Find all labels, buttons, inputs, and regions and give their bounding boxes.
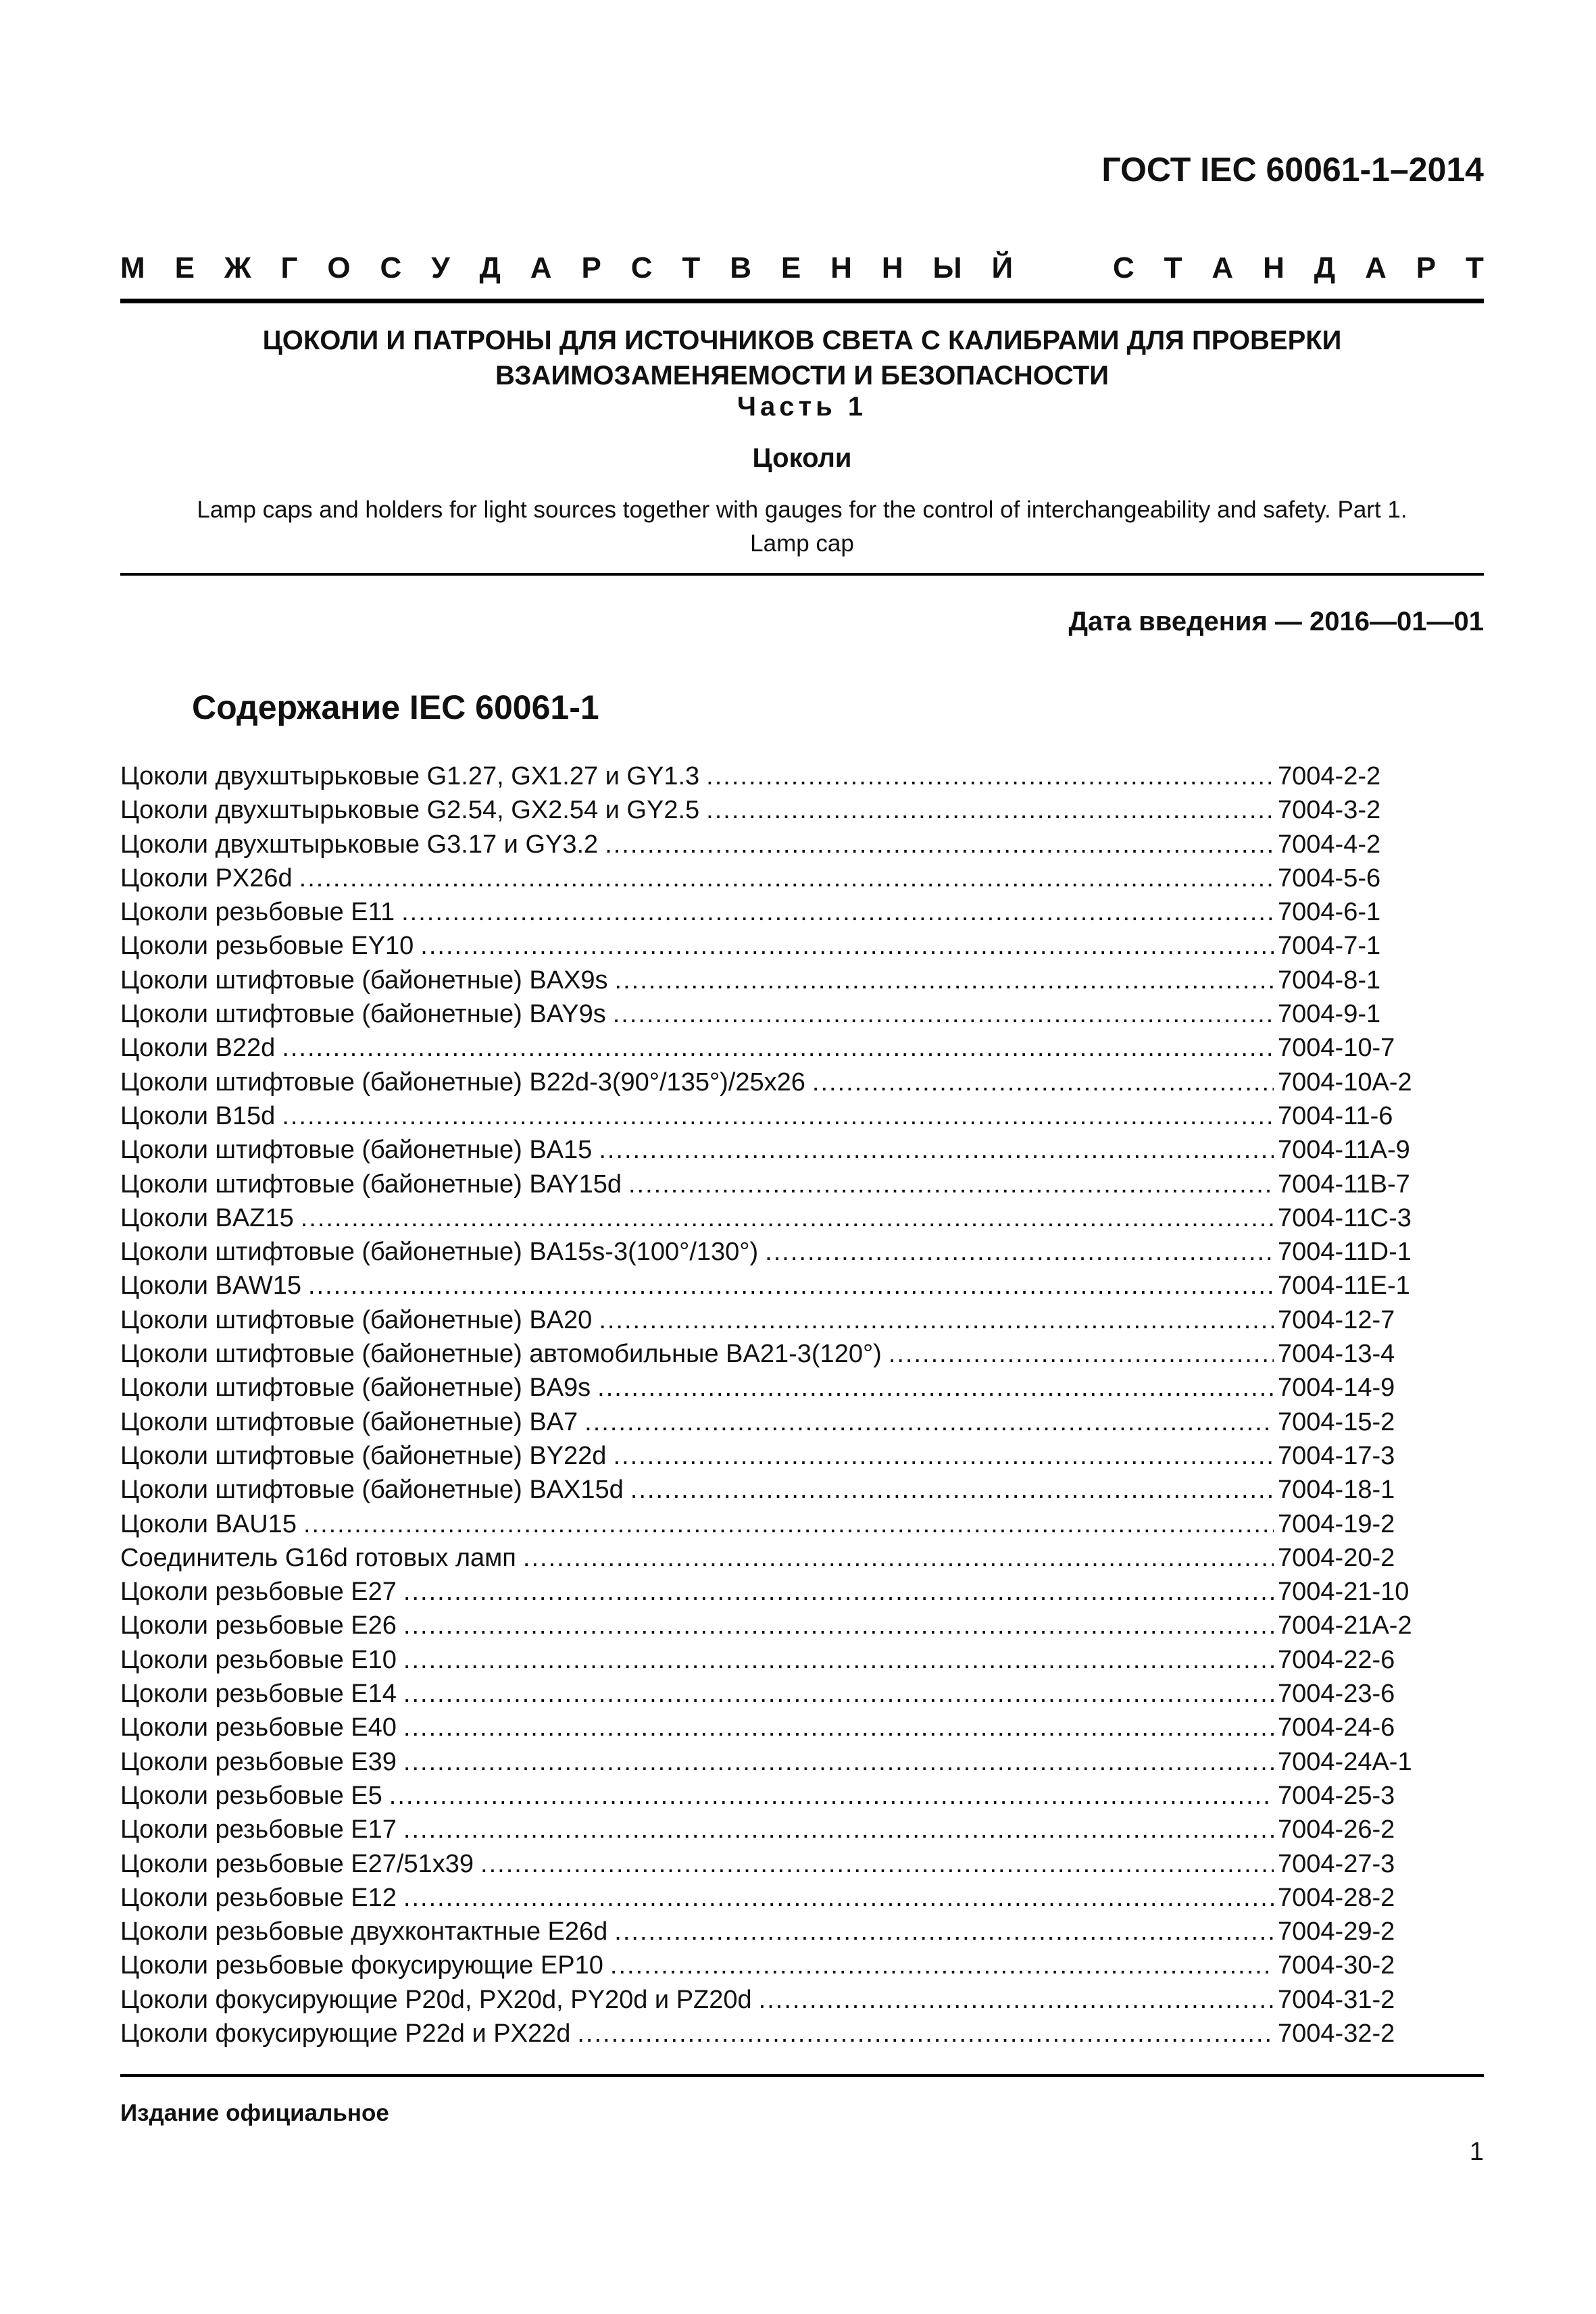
toc-entry[interactable] bbox=[120, 1847, 1430, 1881]
toc-entry-name: Цоколи резьбовые двухконтактные E26d bbox=[120, 1917, 608, 1946]
interstate-letter: А bbox=[1212, 251, 1234, 284]
toc-entry-name: Цоколи резьбовые E5 bbox=[120, 1781, 382, 1810]
toc-dot-leader bbox=[628, 1167, 1274, 1201]
toc-entry-code: 7004-11B-7 bbox=[1278, 1169, 1410, 1199]
toc-entry-code: 7004-17-3 bbox=[1278, 1441, 1395, 1470]
part-label: Часть 1 bbox=[737, 392, 868, 422]
toc-entry[interactable] bbox=[120, 1711, 1430, 1744]
interstate-letter: С bbox=[1112, 251, 1134, 284]
toc-entry-code: 7004-31-2 bbox=[1278, 1985, 1395, 2014]
toc-entry-name: Цоколи резьбовые E39 bbox=[120, 1747, 397, 1776]
toc-entry-code: 7004-26-2 bbox=[1278, 1815, 1395, 1844]
toc-entry[interactable] bbox=[120, 1881, 1430, 1915]
toc-entry-name: Цоколи двухштырьковые G2.54, GX2.54 и GY2.5 bbox=[120, 796, 700, 825]
toc-entry[interactable] bbox=[120, 793, 1430, 827]
toc-dot-leader bbox=[613, 1439, 1274, 1473]
toc-entry[interactable] bbox=[120, 1337, 1430, 1371]
toc-dot-leader bbox=[301, 1201, 1274, 1235]
toc-dot-leader bbox=[759, 1983, 1274, 2017]
document-subtitle: Цоколи bbox=[752, 443, 852, 473]
interstate-letter: С bbox=[630, 251, 653, 284]
toc-dot-leader bbox=[765, 1235, 1274, 1269]
toc-entry-code: 7004-24-6 bbox=[1278, 1713, 1395, 1742]
title-line-2: ВЗАИМОЗАМЕНЯЕМОСТИ И БЕЗОПАСНОСТИ bbox=[495, 361, 1109, 391]
toc-dot-leader bbox=[403, 1881, 1274, 1915]
toc-dot-leader bbox=[610, 1948, 1274, 1982]
toc-entry[interactable] bbox=[120, 929, 1430, 963]
toc-dot-leader bbox=[599, 1133, 1274, 1167]
toc-dot-leader bbox=[403, 1643, 1274, 1677]
toc-entry-code: 7004-25-3 bbox=[1278, 1781, 1395, 1810]
table-of-contents bbox=[120, 759, 1430, 2051]
toc-heading: Содержание IEC 60061-1 bbox=[192, 688, 599, 726]
toc-entry[interactable] bbox=[120, 1813, 1430, 1846]
toc-entry[interactable] bbox=[120, 997, 1430, 1031]
interstate-letter: Т bbox=[1164, 251, 1182, 284]
bottom-rule bbox=[120, 2074, 1484, 2077]
toc-entry-name: Цоколи штифтовые (байонетные) BY22d bbox=[120, 1441, 607, 1470]
toc-dot-leader bbox=[403, 1813, 1274, 1846]
document-title bbox=[120, 323, 1484, 393]
toc-entry-code: 7004-7-1 bbox=[1278, 932, 1381, 961]
toc-entry-name: Цоколи двухштырьковые G3.17 и GY3.2 bbox=[120, 830, 599, 859]
toc-entry-name: Цоколи BAZ15 bbox=[120, 1203, 294, 1232]
english-title bbox=[120, 493, 1484, 561]
toc-entry-code: 7004-11E-1 bbox=[1278, 1272, 1410, 1301]
toc-entry-name: Цоколи резьбовые E17 bbox=[120, 1815, 397, 1844]
toc-entry-code: 7004-11D-1 bbox=[1278, 1238, 1412, 1267]
toc-entry[interactable] bbox=[120, 828, 1430, 861]
toc-entry[interactable] bbox=[120, 1167, 1430, 1201]
toc-dot-leader bbox=[403, 1711, 1274, 1744]
interstate-letter: В bbox=[730, 251, 751, 284]
toc-dot-leader bbox=[480, 1847, 1274, 1881]
toc-entry-name: Цоколи фокусирующие P20d, PX20d, PY20d и PZ20d bbox=[120, 1985, 752, 2014]
page-number: 1 bbox=[1469, 2138, 1484, 2166]
toc-entry[interactable] bbox=[120, 2017, 1430, 2051]
toc-entry[interactable] bbox=[120, 1983, 1430, 2017]
toc-entry[interactable] bbox=[120, 861, 1430, 895]
english-title-line-2: Lamp cap bbox=[750, 530, 854, 557]
interstate-letter: Н bbox=[830, 251, 852, 284]
toc-entry[interactable] bbox=[120, 759, 1430, 793]
toc-entry-name: Цоколи BAU15 bbox=[120, 1509, 297, 1538]
toc-entry[interactable] bbox=[120, 1575, 1430, 1609]
toc-entry-code: 7004-27-3 bbox=[1278, 1849, 1395, 1878]
toc-dot-leader bbox=[614, 1915, 1274, 1948]
toc-entry-code: 7004-2-2 bbox=[1278, 762, 1381, 790]
toc-entry-code: 7004-13-4 bbox=[1278, 1340, 1395, 1369]
toc-entry-code: 7004-8-1 bbox=[1278, 965, 1381, 995]
middle-rule bbox=[120, 573, 1484, 576]
toc-entry-name: Цоколи B15d bbox=[120, 1101, 276, 1130]
toc-entry-name: Цоколи B22d bbox=[120, 1034, 276, 1063]
toc-dot-leader bbox=[420, 929, 1274, 963]
toc-entry-code: 7004-14-9 bbox=[1278, 1374, 1395, 1403]
toc-dot-leader bbox=[403, 1677, 1274, 1711]
toc-dot-leader bbox=[389, 1779, 1274, 1813]
toc-entry[interactable] bbox=[120, 1643, 1430, 1677]
toc-entry-code: 7004-28-2 bbox=[1278, 1883, 1395, 1912]
toc-dot-leader bbox=[403, 1609, 1274, 1642]
toc-dot-leader bbox=[597, 1371, 1274, 1405]
toc-entry-code: 7004-6-1 bbox=[1278, 898, 1381, 927]
toc-dot-leader bbox=[599, 1303, 1274, 1337]
toc-entry-code: 7004-21-10 bbox=[1278, 1578, 1410, 1607]
toc-entry-name: Соединитель G16d готовых ламп bbox=[120, 1543, 516, 1572]
interstate-letter: Н bbox=[881, 251, 903, 284]
toc-entry-code: 7004-24A-1 bbox=[1278, 1747, 1412, 1776]
interstate-letter: Н bbox=[1263, 251, 1285, 284]
interstate-letter: Е bbox=[174, 251, 195, 284]
toc-entry[interactable] bbox=[120, 1031, 1430, 1065]
interstate-letter: Й bbox=[991, 251, 1014, 284]
interstate-letter: У bbox=[431, 251, 450, 284]
gost-code: ГОСТ IEC 60061-1–2014 bbox=[1101, 151, 1484, 188]
top-rule bbox=[120, 299, 1484, 303]
toc-entry-code: 7004-10A-2 bbox=[1278, 1067, 1412, 1097]
toc-entry[interactable] bbox=[120, 1405, 1430, 1439]
toc-entry-name: Цоколи резьбовые E14 bbox=[120, 1680, 397, 1709]
interstate-letter: Р bbox=[581, 251, 601, 284]
toc-entry[interactable] bbox=[120, 1201, 1430, 1235]
toc-dot-leader bbox=[282, 1099, 1274, 1133]
toc-dot-leader bbox=[812, 1065, 1274, 1099]
toc-dot-leader bbox=[584, 1405, 1274, 1439]
interstate-letter: Д bbox=[1314, 251, 1336, 284]
toc-entry-code: 7004-3-2 bbox=[1278, 796, 1381, 825]
toc-entry-code: 7004-10-7 bbox=[1278, 1034, 1395, 1063]
toc-entry-code: 7004-29-2 bbox=[1278, 1917, 1395, 1946]
toc-entry-name: Цоколи штифтовые (байонетные) BAX15d bbox=[120, 1476, 624, 1505]
official-edition-label: Издание официальное bbox=[120, 2100, 389, 2126]
title-line-1: ЦОКОЛИ И ПАТРОНЫ ДЛЯ ИСТОЧНИКОВ СВЕТА С КАЛИБРАМИ ДЛЯ ПРОВЕРКИ bbox=[262, 326, 1342, 355]
interstate-letter: Е bbox=[780, 251, 801, 284]
toc-dot-leader bbox=[577, 2017, 1274, 2051]
toc-entry-name: Цоколи резьбовые E11 bbox=[120, 898, 395, 927]
toc-dot-leader bbox=[706, 759, 1274, 793]
interstate-letter: Р bbox=[1416, 251, 1437, 284]
toc-entry-code: 7004-23-6 bbox=[1278, 1680, 1395, 1709]
toc-entry-code: 7004-11C-3 bbox=[1278, 1203, 1412, 1232]
toc-entry-name: Цоколи резьбовые E27 bbox=[120, 1578, 397, 1607]
toc-entry-name: Цоколи штифтовые (байонетные) BAX9s bbox=[120, 965, 608, 995]
toc-entry[interactable] bbox=[120, 1507, 1430, 1541]
toc-entry[interactable] bbox=[120, 963, 1430, 997]
toc-entry-code: 7004-30-2 bbox=[1278, 1951, 1395, 1980]
toc-entry-code: 7004-32-2 bbox=[1278, 2019, 1395, 2048]
toc-entry-name: Цоколи штифтовые (байонетные) BA7 bbox=[120, 1407, 578, 1436]
toc-entry-code: 7004-4-2 bbox=[1278, 830, 1381, 859]
interstate-letter: Ы bbox=[932, 251, 962, 284]
toc-entry-name: Цоколи резьбовые E26 bbox=[120, 1611, 397, 1640]
interstate-letter: Ж bbox=[224, 251, 251, 284]
toc-dot-leader bbox=[523, 1541, 1274, 1575]
toc-entry-name: Цоколи резьбовые E40 bbox=[120, 1713, 397, 1742]
toc-entry-code: 7004-5-6 bbox=[1278, 863, 1381, 892]
toc-entry-name: Цоколи штифтовые (байонетные) BA15 bbox=[120, 1136, 593, 1165]
toc-entry[interactable] bbox=[120, 1235, 1430, 1269]
toc-entry-code: 7004-22-6 bbox=[1278, 1645, 1395, 1674]
toc-entry[interactable] bbox=[120, 1915, 1430, 1948]
toc-dot-leader bbox=[630, 1473, 1274, 1507]
interstate-letter: Д bbox=[479, 251, 501, 284]
toc-dot-leader bbox=[613, 997, 1274, 1031]
toc-entry-name: Цоколи штифтовые (байонетные) BAY15d bbox=[120, 1169, 622, 1199]
toc-entry[interactable] bbox=[120, 1303, 1430, 1337]
toc-entry-name: Цоколи резьбовые EY10 bbox=[120, 932, 414, 961]
toc-entry-code: 7004-11A-9 bbox=[1278, 1136, 1410, 1165]
toc-entry-code: 7004-11-6 bbox=[1278, 1101, 1393, 1130]
toc-entry-name: Цоколи резьбовые E27/51x39 bbox=[120, 1849, 474, 1878]
toc-entry-code: 7004-9-1 bbox=[1278, 1000, 1381, 1029]
word-gap bbox=[1043, 251, 1083, 285]
toc-dot-leader bbox=[303, 1507, 1274, 1541]
toc-entry-name: Цоколи штифтовые (байонетные) B22d-3(90°/135°)/25x26 bbox=[120, 1067, 805, 1097]
toc-entry[interactable] bbox=[120, 1133, 1430, 1167]
toc-dot-leader bbox=[282, 1031, 1274, 1065]
toc-dot-leader bbox=[299, 861, 1274, 895]
interstate-letter: О bbox=[327, 251, 351, 284]
toc-entry[interactable] bbox=[120, 1948, 1430, 1982]
english-title-line-1: Lamp caps and holders for light sources together with gauges for the control of interchangeability and safety. Part 1. bbox=[197, 497, 1407, 523]
toc-dot-leader bbox=[403, 1745, 1274, 1779]
toc-dot-leader bbox=[308, 1269, 1274, 1303]
toc-entry-code: 7004-19-2 bbox=[1278, 1509, 1395, 1538]
toc-entry-code: 7004-12-7 bbox=[1278, 1305, 1395, 1334]
toc-entry-code: 7004-15-2 bbox=[1278, 1407, 1395, 1436]
toc-entry[interactable] bbox=[120, 1779, 1430, 1813]
interstate-letter: Т bbox=[682, 251, 701, 284]
toc-entry[interactable] bbox=[120, 1677, 1430, 1711]
toc-entry[interactable] bbox=[120, 1473, 1430, 1507]
toc-entry-code: 7004-21A-2 bbox=[1278, 1611, 1412, 1640]
introduction-date: Дата введения — 2016—01—01 bbox=[1068, 607, 1484, 636]
toc-entry[interactable] bbox=[120, 1609, 1430, 1642]
interstate-letter: Т bbox=[1466, 251, 1484, 284]
toc-entry-name: Цоколи штифтовые (байонетные) BAY9s bbox=[120, 1000, 606, 1029]
toc-dot-leader bbox=[403, 1575, 1274, 1609]
interstate-letter: А bbox=[530, 251, 552, 284]
toc-entry-name: Цоколи резьбовые E12 bbox=[120, 1883, 397, 1912]
toc-entry[interactable] bbox=[120, 895, 1430, 929]
toc-entry-name: Цоколи фокусирующие P22d и PX22d bbox=[120, 2019, 571, 2048]
toc-dot-leader bbox=[889, 1337, 1274, 1371]
toc-entry-code: 7004-20-2 bbox=[1278, 1543, 1395, 1572]
toc-entry-code: 7004-18-1 bbox=[1278, 1476, 1395, 1505]
toc-entry[interactable] bbox=[120, 1065, 1430, 1099]
toc-entry-name: Цоколи резьбовые фокусирующие EP10 bbox=[120, 1951, 603, 1980]
interstate-letter: Г bbox=[280, 251, 298, 284]
toc-dot-leader bbox=[706, 793, 1274, 827]
toc-entry[interactable] bbox=[120, 1099, 1430, 1133]
interstate-standard-banner bbox=[120, 251, 1484, 285]
toc-entry-name: Цоколи штифтовые (байонетные) BA15s-3(100°/130°) bbox=[120, 1238, 759, 1267]
toc-dot-leader bbox=[605, 828, 1274, 861]
toc-entry[interactable] bbox=[120, 1745, 1430, 1779]
toc-dot-leader bbox=[401, 895, 1274, 929]
toc-entry[interactable] bbox=[120, 1541, 1430, 1575]
interstate-letter: С bbox=[380, 251, 402, 284]
toc-entry[interactable] bbox=[120, 1371, 1430, 1405]
toc-entry-name: Цоколи штифтовые (байонетные) BA9s bbox=[120, 1374, 591, 1403]
toc-entry[interactable] bbox=[120, 1439, 1430, 1473]
toc-dot-leader bbox=[615, 963, 1274, 997]
toc-entry-name: Цоколи BAW15 bbox=[120, 1272, 301, 1301]
toc-entry[interactable] bbox=[120, 1269, 1430, 1303]
toc-entry-name: Цоколи штифтовые (байонетные) BA20 bbox=[120, 1305, 593, 1334]
interstate-letter: М bbox=[120, 251, 145, 284]
toc-entry-name: Цоколи двухштырьковые G1.27, GX1.27 и GY1.3 bbox=[120, 762, 700, 790]
toc-entry-name: Цоколи PX26d bbox=[120, 863, 293, 892]
toc-entry-name: Цоколи резьбовые E10 bbox=[120, 1645, 397, 1674]
interstate-letter: А bbox=[1365, 251, 1387, 284]
toc-entry-name: Цоколи штифтовые (байонетные) автомобильные BA21-3(120°) bbox=[120, 1340, 882, 1369]
